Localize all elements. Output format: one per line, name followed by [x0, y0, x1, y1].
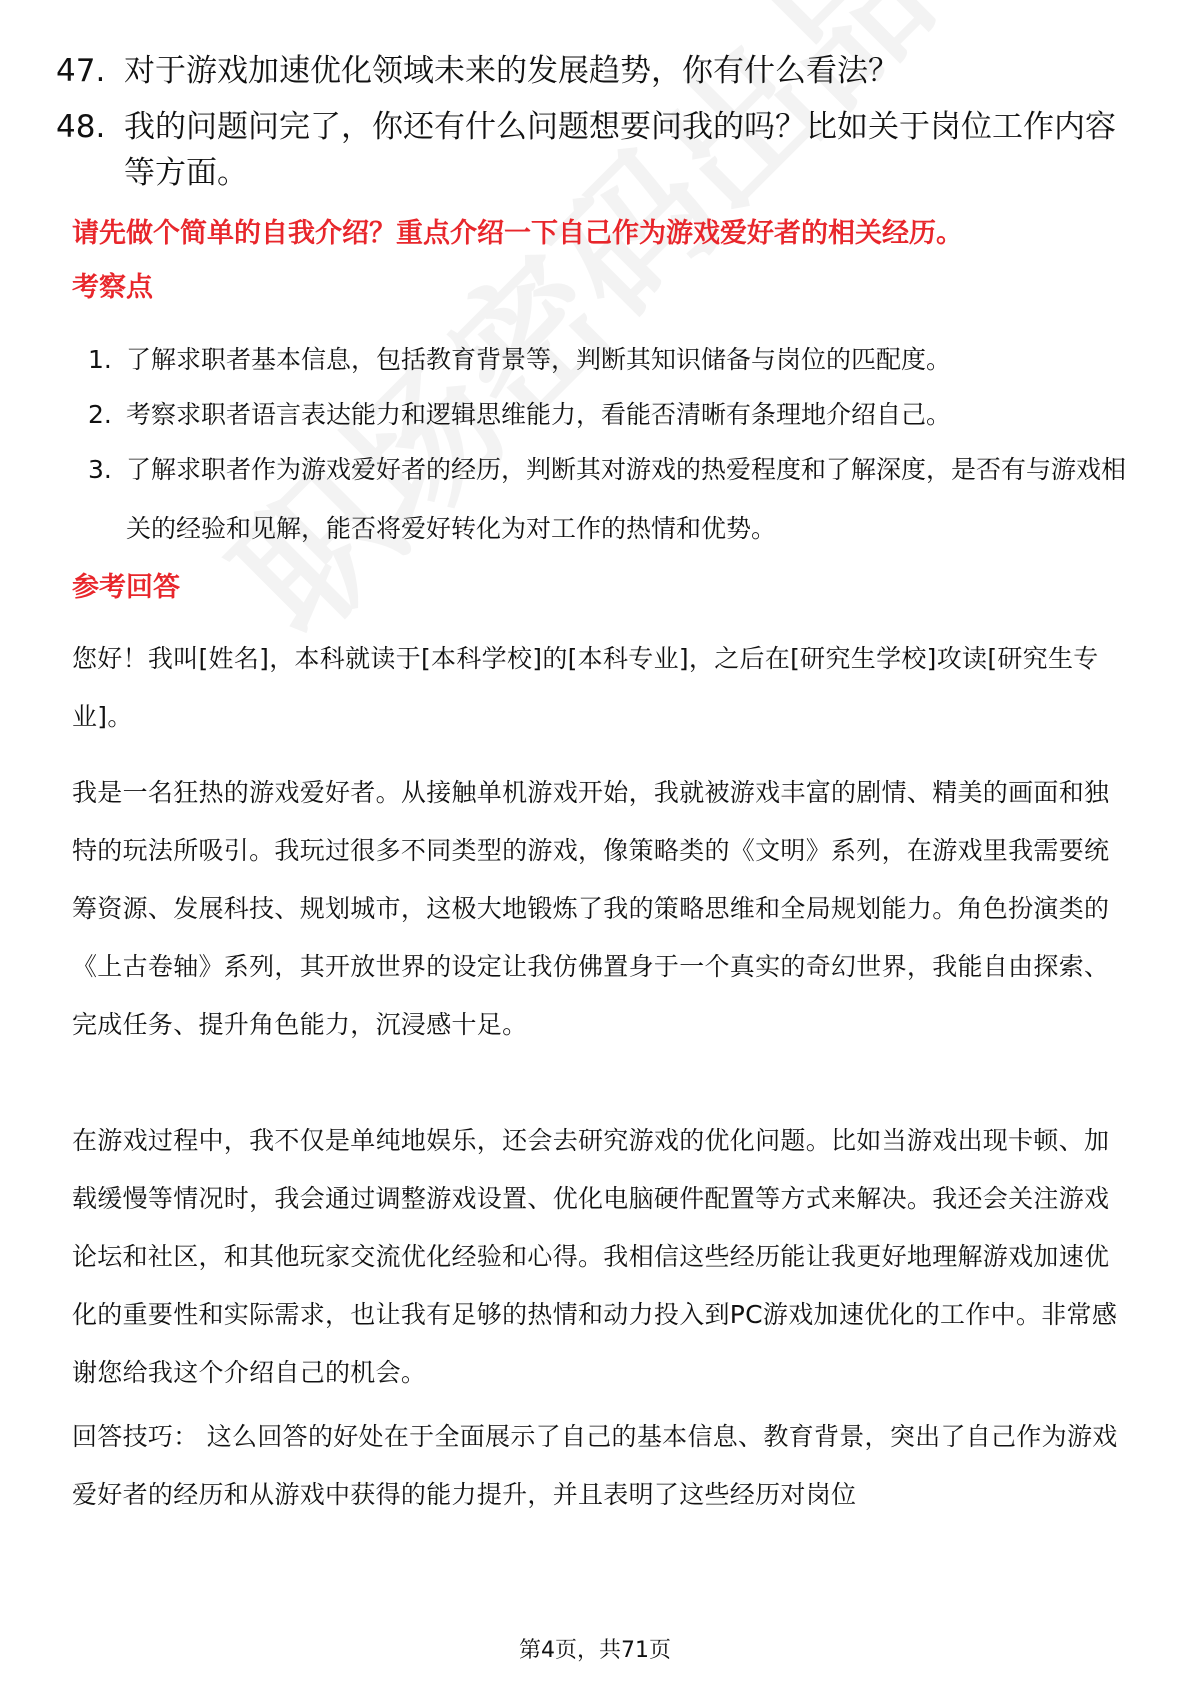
answer-tips: 回答技巧： 这么回答的好处在于全面展示了自己的基本信息、教育背景，突出了自己作为游戏爱好者的经历和从游戏中获得的能力提升，并且表明了这些经历对岗位	[72, 1422, 1118, 1509]
point-number: 2.	[88, 400, 112, 429]
question-number: 47.	[56, 53, 106, 89]
section-title: 请先做个简单的自我介绍？重点介绍一下自己作为游戏爱好者的相关经历。	[72, 218, 963, 249]
answer-paragraph: 我是一名狂热的游戏爱好者。从接触单机游戏开始，我就被游戏丰富的剧情、精美的画面和独特的玩法所吸引。我玩过很多不同类型的游戏，像策略类的《文明》系列，在游戏里我需要统筹资源、发展科技、规划城市，这极大地锻炼了我的策略思维和全局规划能力。角色扮演类的《上古卷轴》系列，其开放世界的设定让我仿佛置身于一个真实的奇幻世界，我能自由探索、完成任务、提升角色能力，沉浸感十足。	[72, 778, 1110, 1039]
answer-paragraph: 您好！我叫[姓名]，本科就读于[本科学校]的[本科专业]，之后在[研究生学校]攻读[研究生专业]。	[72, 644, 1099, 731]
question-text: 对于游戏加速优化领域未来的发展趋势，你有什么看法？	[124, 53, 899, 89]
assessment-heading: 考察点	[72, 272, 153, 303]
point-number: 3.	[88, 455, 112, 484]
point-text: 了解求职者基本信息，包括教育背景等，判断其知识储备与岗位的匹配度。	[126, 345, 952, 374]
point-text: 了解求职者作为游戏爱好者的经历，判断其对游戏的热爱程度和了解深度，是否有与游戏相关的经验和见解，能否将爱好转化为对工作的热情和优势。	[126, 455, 1127, 543]
answer-paragraph: 在游戏过程中，我不仅是单纯地娱乐，还会去研究游戏的优化问题。比如当游戏出现卡顿、加载缓慢等情况时，我会通过调整游戏设置、优化电脑硬件配置等方式来解决。我还会关注游戏论坛和社区，和其他玩家交流优化经验和心得。我相信这些经历能让我更好地理解游戏加速优化的重要性和实际需求，也让我有足够的热情和动力投入到PC游戏加速优化的工作中。非常感谢您给我这个介绍自己的机会。	[72, 1126, 1118, 1387]
point-number: 1.	[88, 345, 112, 374]
page-footer: 第4页，共71页	[519, 1638, 671, 1663]
question-number: 48.	[56, 109, 106, 145]
answer-heading: 参考回答	[72, 572, 180, 603]
point-text: 考察求职者语言表达能力和逻辑思维能力，看能否清晰有条理地介绍自己。	[126, 400, 952, 429]
question-text: 我的问题问完了，你还有什么问题想要问我的吗？比如关于岗位工作内容等方面。	[124, 109, 1116, 191]
